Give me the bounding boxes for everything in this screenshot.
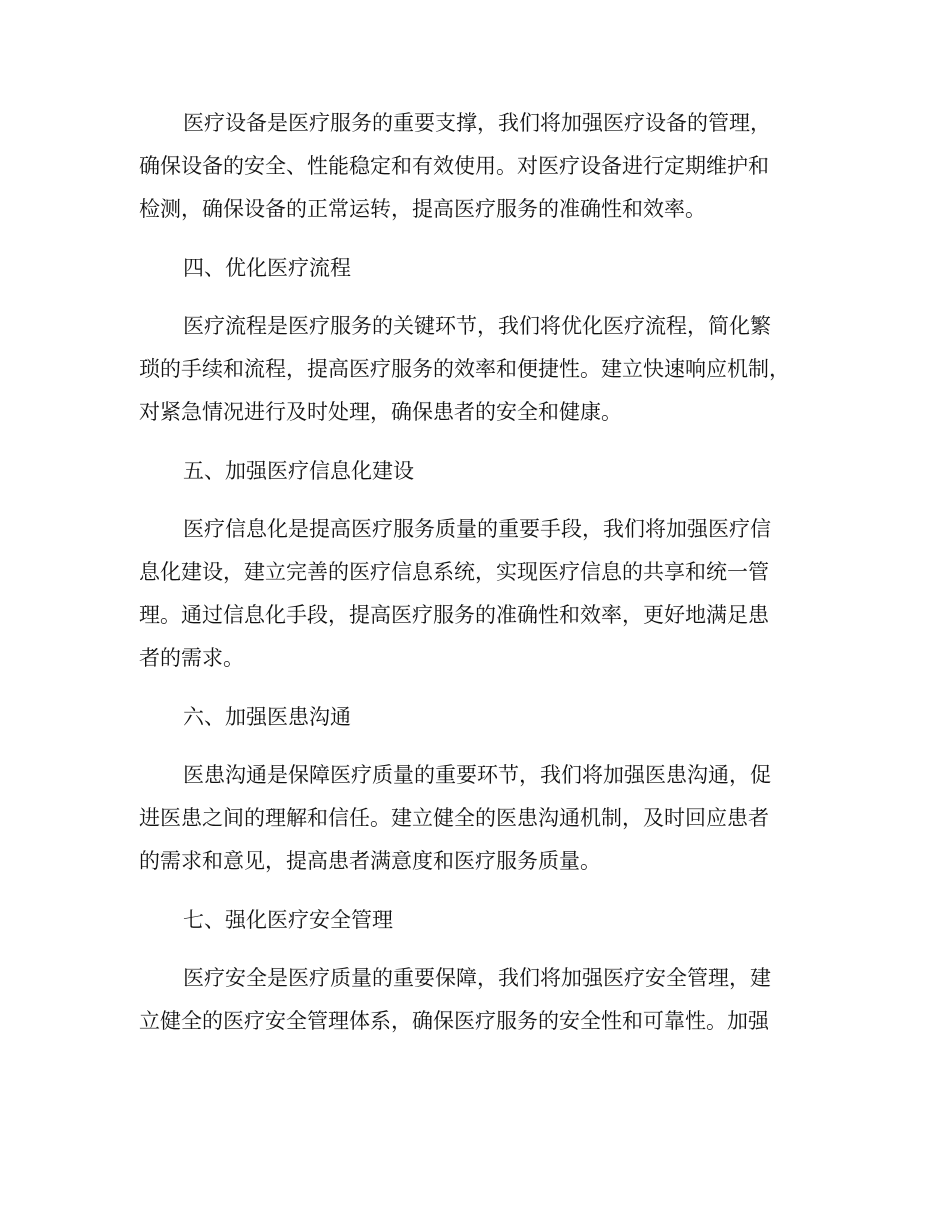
- paragraph-line: 者的需求。: [139, 646, 244, 670]
- paragraph-line: 进医患之间的理解和信任。建立健全的医患沟通机制，及时回应患者: [139, 806, 769, 830]
- paragraph-line: 琐的手续和流程，提高医疗服务的效率和便捷性。建立快速响应机制，: [139, 357, 790, 381]
- paragraph-line: 医疗安全是医疗质量的重要保障，我们将加强医疗安全管理，建: [183, 966, 771, 990]
- paragraph-line: 检测，确保设备的正常运转，提高医疗服务的准确性和效率。: [139, 197, 706, 221]
- section-heading: 七、强化医疗安全管理: [183, 908, 393, 932]
- paragraph-line: 医疗信息化是提高医疗服务质量的重要手段，我们将加强医疗信: [183, 517, 771, 541]
- paragraph-line: 确保设备的安全、性能稳定和有效使用。对医疗设备进行定期维护和: [139, 154, 769, 178]
- paragraph-line: 的需求和意见，提高患者满意度和医疗服务质量。: [139, 849, 601, 873]
- paragraph-line: 对紧急情况进行及时处理，确保患者的安全和健康。: [139, 400, 622, 424]
- paragraph-line: 医疗流程是医疗服务的关键环节，我们将优化医疗流程，简化繁: [183, 314, 771, 338]
- paragraph-line: 息化建设，建立完善的医疗信息系统，实现医疗信息的共享和统一管: [139, 560, 769, 584]
- paragraph-line: 立健全的医疗安全管理体系，确保医疗服务的安全性和可靠性。加强: [139, 1009, 769, 1033]
- paragraph-line: 医患沟通是保障医疗质量的重要环节，我们将加强医患沟通，促: [183, 763, 771, 787]
- section-heading: 五、加强医疗信息化建设: [183, 459, 414, 483]
- section-heading: 六、加强医患沟通: [183, 705, 351, 729]
- paragraph-line: 理。通过信息化手段，提高医疗服务的准确性和效率，更好地满足患: [139, 603, 769, 627]
- section-heading: 四、优化医疗流程: [183, 256, 351, 280]
- paragraph-line: 医疗设备是医疗服务的重要支撑，我们将加强医疗设备的管理，: [183, 111, 771, 135]
